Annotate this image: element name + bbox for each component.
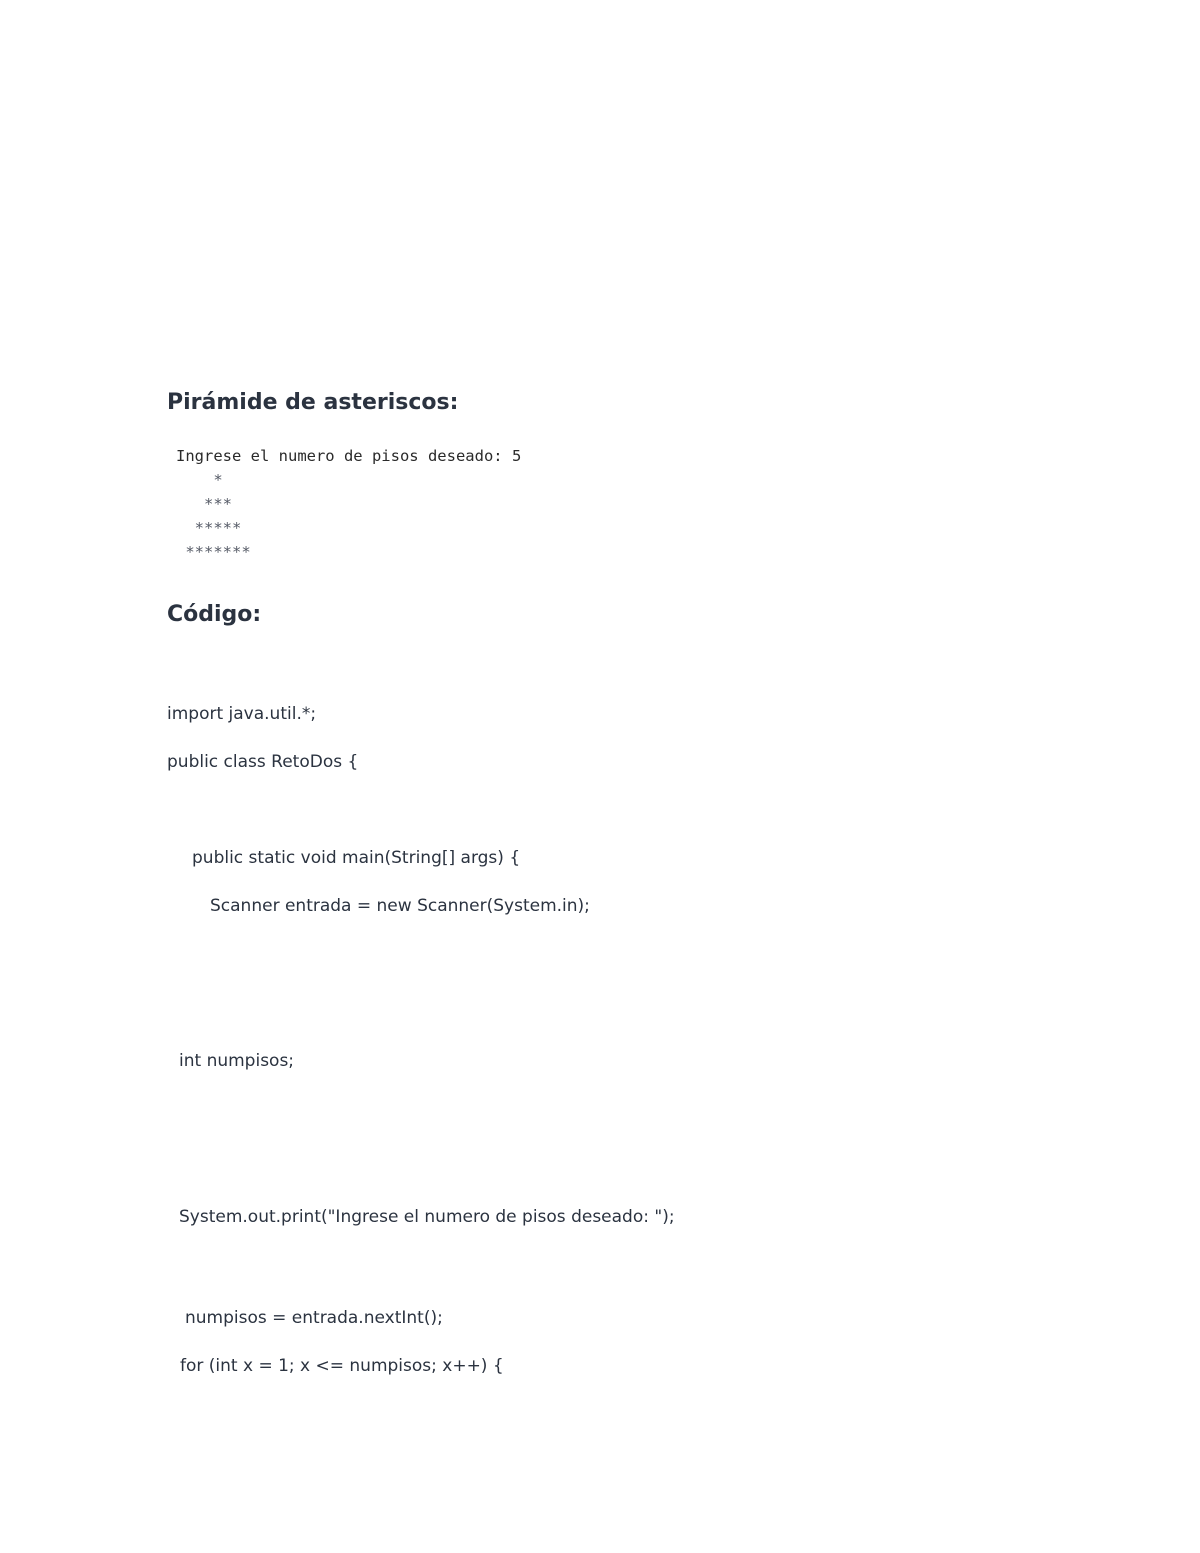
code-line-class: public class RetoDos {	[167, 752, 359, 772]
code-line-int: int numpisos;	[179, 1051, 295, 1071]
code-heading: Código:	[167, 602, 262, 627]
console-output	[176, 444, 521, 564]
pyramid-row: ***	[176, 495, 232, 513]
code-line-scanner: Scanner entrada = new Scanner(System.in);	[210, 896, 590, 916]
code-line-main: public static void main(String[] args) {	[192, 848, 521, 868]
console-prompt: Ingrese el numero de pisos deseado: 5	[176, 447, 522, 465]
pyramid-row: *	[176, 471, 223, 489]
pyramid-heading: Pirámide de asteriscos:	[167, 390, 459, 415]
pyramid-row: *****	[176, 519, 242, 537]
code-line-import: import java.util.*;	[167, 704, 317, 724]
code-line-for: for (int x = 1; x <= numpisos; x++) {	[180, 1356, 504, 1376]
code-line-read: numpisos = entrada.nextInt();	[185, 1308, 443, 1328]
pyramid-row: *******	[176, 543, 251, 561]
code-line-print: System.out.print("Ingrese el numero de pisos deseado: ");	[179, 1207, 675, 1227]
